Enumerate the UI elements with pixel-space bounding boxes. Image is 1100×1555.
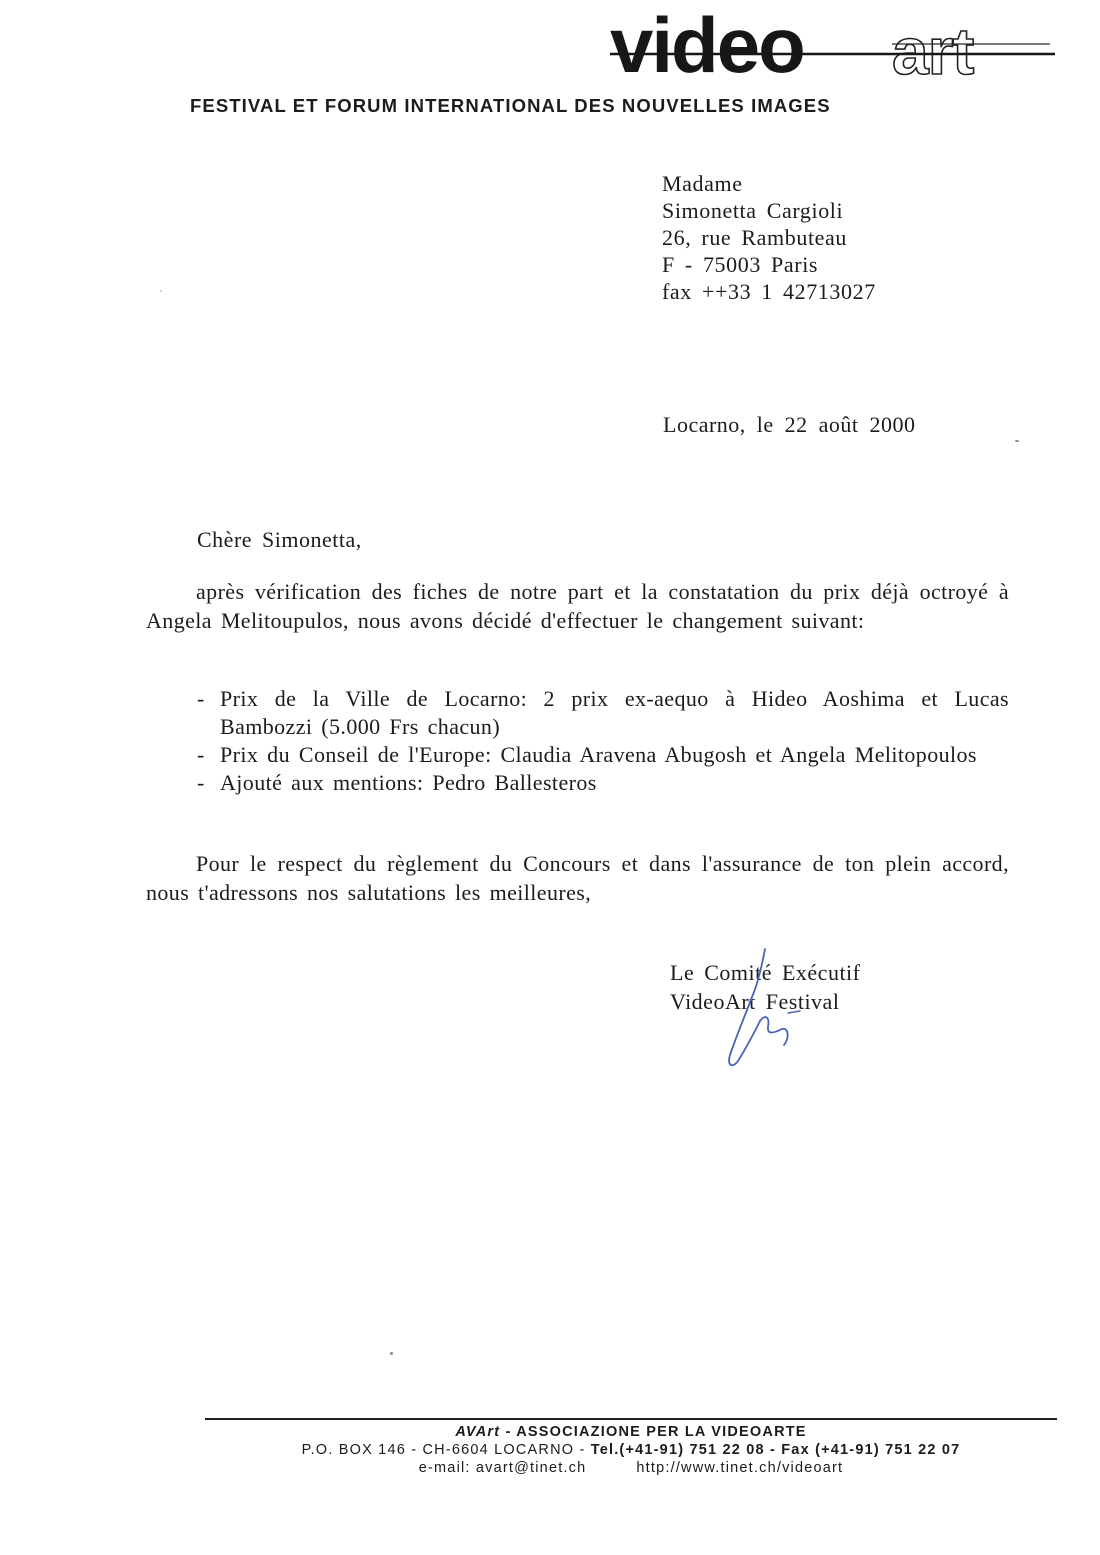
footer-divider xyxy=(205,1418,1057,1420)
list-dash: - xyxy=(197,742,205,767)
body-paragraph-intro xyxy=(146,577,1009,635)
list-dash: - xyxy=(197,686,205,711)
handwritten-signature xyxy=(718,945,828,1075)
list-item-text: Prix de la Ville de Locarno: 2 prix ex-aequo à Hideo Aoshima et Lucas Bambozzi (5.000 Frs chacun) xyxy=(220,686,1009,739)
signature-festival: VideoArt Festival xyxy=(670,989,840,1014)
list-item xyxy=(197,741,1009,769)
list-item xyxy=(197,769,1009,797)
footer-website: http://www.tinet.ch/videoart xyxy=(636,1460,844,1476)
body-paragraph-closing xyxy=(146,849,1009,907)
scan-speck xyxy=(1015,440,1019,442)
footer-contact xyxy=(205,1441,1057,1459)
body-paragraph-intro-text: après vérification des fiches de notre part et la constatation du prix déjà octroyé à Angela Melitoupulos, nous avons décidé d'effectuer le changement suivant: xyxy=(146,579,1009,633)
letter-date: Locarno, le 22 août 2000 xyxy=(663,412,916,437)
letterhead-tagline: FESTIVAL ET FORUM INTERNATIONAL DES NOUVELLES IMAGES xyxy=(190,95,831,116)
body-paragraph-closing-text: Pour le respect du règlement du Concours et dans l'assurance de ton plein accord, nous t'adressons nos salutations les meilleures, xyxy=(146,851,1009,905)
changes-list xyxy=(197,685,1009,797)
logo-word-art: art xyxy=(892,14,974,86)
scan-speck xyxy=(390,1352,393,1355)
footer-org-brand: AVArt xyxy=(455,1424,501,1440)
footer-phone-fax: Tel.(+41-91) 751 22 08 - Fax (+41-91) 751 22 07 xyxy=(590,1442,961,1458)
videoart-logo xyxy=(600,6,1060,86)
list-item-text: Prix du Conseil de l'Europe: Claudia Aravena Abugosh et Angela Melitopoulos xyxy=(220,742,977,767)
recipient-city: F - 75003 Paris xyxy=(662,252,819,277)
list-dash: - xyxy=(197,770,205,795)
recipient-address xyxy=(662,170,876,305)
recipient-title: Madame xyxy=(662,171,743,196)
list-item-text: Ajouté aux mentions: Pedro Ballesteros xyxy=(220,770,597,795)
footer-address: P.O. BOX 146 - CH-6604 LOCARNO - xyxy=(301,1442,591,1458)
letter-footer xyxy=(205,1423,1057,1477)
footer-organization xyxy=(205,1423,1057,1441)
salutation: Chère Simonetta, xyxy=(197,527,362,552)
logo-word-video: video xyxy=(610,6,804,86)
recipient-street: 26, rue Rambuteau xyxy=(662,225,847,250)
list-item xyxy=(197,685,1009,741)
recipient-name: Simonetta Cargioli xyxy=(662,198,844,223)
footer-online xyxy=(205,1459,1057,1477)
footer-org-name: - ASSOCIAZIONE PER LA VIDEOARTE xyxy=(500,1424,807,1440)
signature-committee: Le Comité Exécutif xyxy=(670,960,861,985)
scan-speck xyxy=(160,290,162,292)
recipient-fax: fax ++33 1 42713027 xyxy=(662,279,876,304)
footer-email: e-mail: avart@tinet.ch xyxy=(418,1460,587,1476)
